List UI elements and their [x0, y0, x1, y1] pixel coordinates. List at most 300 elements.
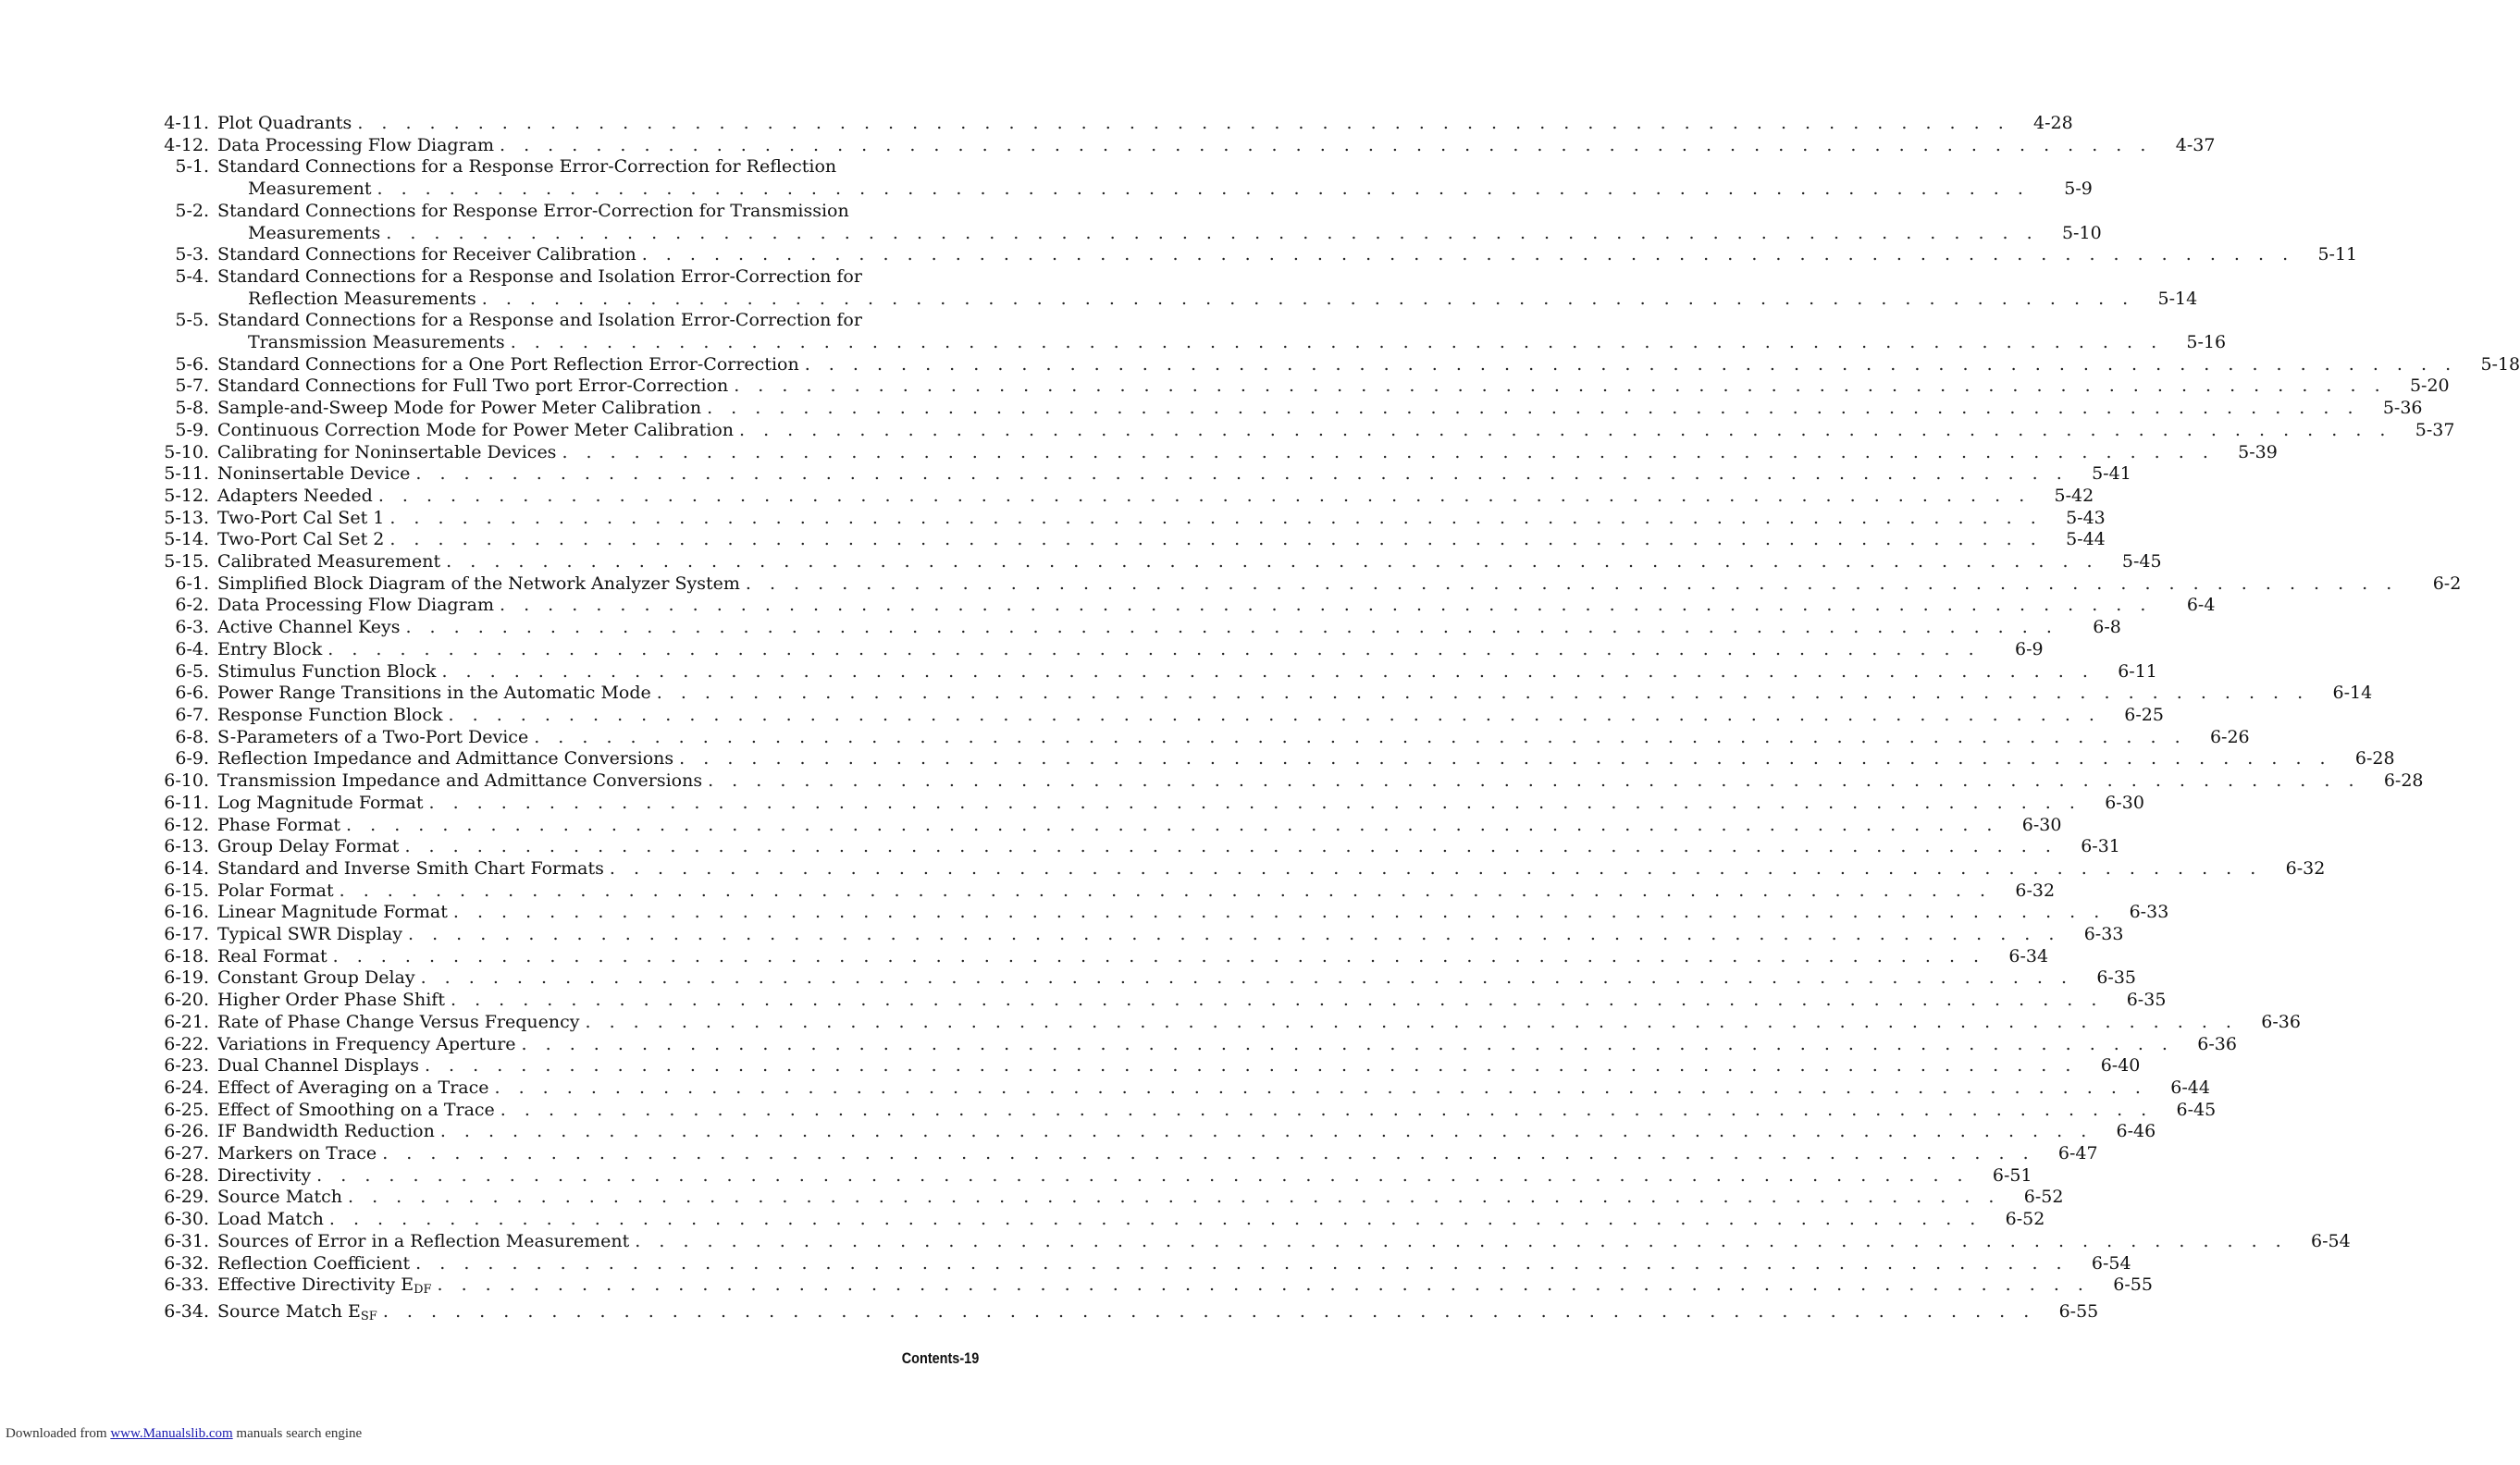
- toc-entry: [148, 726, 2250, 749]
- figure-number: 6-9.: [175, 748, 209, 769]
- dot-leader: . . . . . . . . . . . . . . . . . . . . . . . . . . . . . . . . . . . . . . . . . . . . . . . . . . . . . . . . . . . . . . . . . . . . .: [739, 419, 2392, 440]
- page-number: 5-20: [2409, 375, 2450, 397]
- dot-leader: . . . . . . . . . . . . . . . . . . . . . . . . . . . . . . . . . . . . . . . . . . . . . . . . . . . . . . . . . . . . . . . . . . . . .: [707, 398, 2360, 419]
- toc-entry: [148, 244, 2358, 266]
- toc-entry-line: [148, 1252, 2131, 1275]
- toc-entry: [148, 551, 2162, 573]
- toc-entry-line: [148, 1099, 2217, 1122]
- figure-number: 6-4.: [175, 638, 209, 659]
- toc-entry: [148, 902, 2169, 924]
- figure-title: [217, 1055, 419, 1077]
- figure-title: [217, 1209, 324, 1231]
- download-banner: [6, 1426, 362, 1442]
- dot-leader: . . . . . . . . . . . . . . . . . . . . . . . . . . . . . . . . . . . . . . . . . . . . . . . . . . . . . . . . . . . . . . . . . . . . .: [450, 990, 2104, 1011]
- figure-title-text: Response Function Block: [217, 704, 443, 725]
- page-number: 6-33: [2129, 902, 2169, 923]
- figure-number: 6-22.: [164, 1033, 209, 1054]
- figure-title: [217, 1100, 495, 1122]
- toc-entry: [148, 704, 2164, 727]
- toc-entry: [148, 857, 2326, 880]
- page-number: 5-16: [2186, 332, 2227, 353]
- figure-title-text: Data Processing Flow Diagram: [217, 595, 494, 616]
- figure-title-text: Effect of Averaging on a Trace: [217, 1077, 489, 1098]
- figure-title-text: Markers on Trace: [217, 1143, 377, 1164]
- toc-entry-line: [148, 1077, 2210, 1100]
- figure-title: [217, 661, 436, 683]
- dot-leader: . . . . . . . . . . . . . . . . . . . . . . . . . . . . . . . . . . . . . . . . . . . . . . . . . . . . . . . . . . . . . . . . . . . . .: [328, 1209, 1983, 1230]
- dot-leader: . . . . . . . . . . . . . . . . . . . . . . . . . . . . . . . . . . . . . . . . . . . . . . . . . . . . . . . . . . . . . . . . . . . . .: [609, 857, 2263, 879]
- figure-title-subscript: DF: [414, 1283, 432, 1298]
- toc-entry: [148, 1033, 2237, 1056]
- toc-entry: [148, 265, 2198, 310]
- toc-entry: [148, 1230, 2351, 1253]
- toc-entry-line: [148, 967, 2137, 990]
- toc-entry-line: [148, 1300, 2099, 1328]
- figure-title: [217, 639, 322, 661]
- dot-leader: . . . . . . . . . . . . . . . . . . . . . . . . . . . . . . . . . . . . . . . . . . . . . . . . . . . . . . . . . . . . . . . . . . . . .: [585, 1011, 2238, 1032]
- toc-entry: [148, 924, 2124, 946]
- figure-title: [217, 398, 701, 420]
- toc-entry: [148, 375, 2450, 398]
- figure-title: [217, 902, 448, 924]
- dot-leader: . . . . . . . . . . . . . . . . . . . . . . . . . . . . . . . . . . . . . . . . . . . . . . . . . . . . . . . . . . . . . . . . . . . . .: [656, 683, 2310, 704]
- page-number: 6-4: [2186, 595, 2216, 616]
- figure-title-text: Variations in Frequency Aperture: [217, 1033, 516, 1054]
- toc-entry: [148, 617, 2121, 639]
- dot-leader: . . . . . . . . . . . . . . . . . . . . . . . . . . . . . . . . . . . . . . . . . . . . . . . . . . . . . . . . . . . . . . . . . . . . .: [562, 441, 2215, 462]
- dot-leader: . . . . . . . . . . . . . . . . . . . . . . . . . . . . . . . . . . . . . . . . . . . . . . . . . . . . . . . . . . . . . . . . . . . . .: [357, 113, 2010, 133]
- figure-title-text: Directivity: [217, 1164, 312, 1186]
- figure-number: 6-34.: [164, 1300, 209, 1322]
- toc-entry: [148, 880, 2056, 903]
- figure-number: 6-23.: [164, 1055, 209, 1077]
- page-footer-label: Contents-19: [901, 1349, 979, 1367]
- dot-leader: . . . . . . . . . . . . . . . . . . . . . . . . . . . . . . . . . . . . . . . . . . . . . . . . . . . . . . . . . . . . . . . . . . . . .: [415, 1252, 2069, 1274]
- dot-leader: . . . . . . . . . . . . . . . . . . . . . . . . . . . . . . . . . . . . . . . . . . . . . . . . . . . . . . . . . . . . . . . . . . . . .: [389, 507, 2043, 528]
- figure-title: [217, 1301, 377, 1328]
- page-number: 6-36: [2197, 1033, 2237, 1054]
- page-number: 6-8: [2093, 617, 2121, 638]
- toc-entry-line: [148, 924, 2124, 946]
- figure-number: 6-27.: [164, 1143, 209, 1164]
- toc-entry: [148, 507, 2106, 530]
- toc-entry: [148, 1274, 2153, 1301]
- toc-entry: [148, 1209, 2045, 1231]
- dot-leader: . . . . . . . . . . . . . . . . . . . . . . . . . . . . . . . . . . . . . . . . . . . . . . . . . . . . . . . . . . . . . . . . . . . . .: [407, 924, 2061, 945]
- page-number: 5-45: [2121, 551, 2162, 572]
- figure-number: 6-21.: [164, 1011, 209, 1032]
- dot-leader: . . . . . . . . . . . . . . . . . . . . . . . . . . . . . . . . . . . . . . . . . . . . . . . . . . . . . . . . . . . . . . . . . . . . .: [448, 704, 2101, 725]
- dot-leader: . . . . . . . . . . . . . . . . . . . . . . . . . . . . . . . . . . . . . . . . . . . . . . . . . . . . . . . . . . . . . . . . . . . . .: [804, 353, 2458, 375]
- figure-title: [217, 683, 651, 705]
- figure-title: [217, 1012, 580, 1034]
- toc-entry-line: [148, 770, 2424, 793]
- toc-entry-line: [148, 266, 979, 289]
- toc-entry: [148, 353, 2520, 376]
- page-number: 6-34: [2008, 945, 2049, 966]
- page-number: 5-37: [2415, 419, 2455, 440]
- page-number: 5-18: [2480, 353, 2520, 375]
- figure-title-text: Constant Group Delay: [217, 967, 415, 989]
- figure-title: [217, 420, 734, 442]
- figure-title-text: Real Format: [217, 945, 327, 966]
- figure-number: 6-33.: [164, 1274, 209, 1296]
- figure-title-text: Polar Format: [217, 880, 334, 901]
- toc-entry-line: [148, 792, 2144, 815]
- toc-entry: [148, 814, 2062, 837]
- download-suffix: manuals search engine: [236, 1426, 363, 1441]
- dot-leader: . . . . . . . . . . . . . . . . . . . . . . . . . . . . . . . . . . . . . . . . . . . . . . . . . . . . . . . . . . . . . . . . . . . . .: [327, 638, 1981, 659]
- figure-number: 6-18.: [164, 945, 209, 966]
- dot-leader: . . . . . . . . . . . . . . . . . . . . . . . . . . . . . . . . . . . . . . . . . . . . . . . . . . . . . . . . . . . . . . . . . . . . .: [641, 244, 2295, 265]
- toc-entry-line: [148, 990, 2167, 1012]
- figure-title-text: Source Match: [217, 1187, 342, 1208]
- figure-title: [217, 967, 415, 990]
- toc-entry: [148, 529, 2106, 551]
- toc-entry: [148, 200, 2102, 244]
- dot-leader: . . . . . . . . . . . . . . . . . . . . . . . . . . . . . . . . . . . . . . . . . . . . . . . . . . . . . . . . . . . . . . . . . . . . .: [437, 1274, 2090, 1296]
- figure-number: 6-16.: [164, 902, 209, 923]
- figure-title-text: Standard and Inverse Smith Chart Formats: [217, 857, 604, 879]
- figure-title: [217, 705, 443, 727]
- page-number: 6-11: [2118, 660, 2157, 682]
- toc-entry-line: [148, 419, 2455, 442]
- figure-title-text: Calibrating for Noninsertable Devices: [217, 441, 557, 462]
- dot-leader: . . . . . . . . . . . . . . . . . . . . . . . . . . . . . . . . . . . . . . . . . . . . . . . . . . . . . . . . . . . . . . . . . . . . .: [389, 529, 2043, 550]
- dot-leader: . . . . . . . . . . . . . . . . . . . . . . . . . . . . . . . . . . . . . . . . . . . . . . . . . . . . . . . . . . . . . . . . . . . . .: [346, 814, 1999, 835]
- figure-number: 6-20.: [164, 990, 209, 1011]
- dot-leader: . . . . . . . . . . . . . . . . . . . . . . . . . . . . . . . . . . . . . . . . . . . . . . . . . . . . . . . . . . . . . . . . . . . . .: [382, 1300, 2036, 1322]
- figure-title: [217, 1253, 410, 1275]
- figure-title-text: Log Magnitude Format: [217, 792, 424, 813]
- toc-entry-line: [148, 222, 2102, 245]
- page-number: 6-35: [2126, 990, 2167, 1011]
- toc-entry-line: [148, 1187, 2064, 1209]
- toc-entry: [148, 683, 2373, 705]
- dot-leader: . . . . . . . . . . . . . . . . . . . . . . . . . . . . . . . . . . . . . . . . . . . . . . . . . . . . . . . . . . . . . . . . . . . . .: [452, 902, 2106, 923]
- dot-leader: . . . . . . . . . . . . . . . . . . . . . . . . . . . . . . . . . . . . . . . . . . . . . . . . . . . . . . . . . . . . . . . . . . . . .: [420, 967, 2074, 989]
- page-number: 6-44: [2170, 1077, 2210, 1098]
- figure-number: 6-24.: [164, 1077, 209, 1098]
- toc-entry: [148, 660, 2157, 683]
- figure-title: [217, 1121, 435, 1143]
- toc-entry-line: [148, 507, 2106, 530]
- figure-title: [217, 135, 494, 157]
- page-number: 4-37: [2175, 134, 2216, 155]
- figure-title-text: Rate of Phase Change Versus Frequency: [217, 1011, 580, 1032]
- figure-title-text: S-Parameters of a Two-Port Device: [217, 726, 529, 747]
- toc-entry-line: [148, 902, 2169, 924]
- figure-title-text: Power Range Transitions in the Automatic Mode: [217, 683, 651, 704]
- figure-title: [217, 486, 373, 508]
- toc-entry: [148, 419, 2455, 442]
- dot-leader: . . . . . . . . . . . . . . . . . . . . . . . . . . . . . . . . . . . . . . . . . . . . . . . . . . . . . . . . . . . . . . . . . . . . .: [494, 1077, 2147, 1098]
- toc-entry-line: [148, 156, 979, 179]
- figure-number: 6-25.: [164, 1099, 209, 1120]
- figure-title: [217, 770, 702, 793]
- page-number: 6-54: [2311, 1230, 2351, 1251]
- figure-number: 6-28.: [164, 1164, 209, 1186]
- dot-leader: . . . . . . . . . . . . . . . . . . . . . . . . . . . . . . . . . . . . . . . . . . . . . . . . . . . . . . . . . . . . . . . . . . . . .: [316, 1164, 1970, 1186]
- figure-number: 5-13.: [164, 507, 209, 528]
- figure-number: 5-6.: [175, 353, 209, 375]
- figure-title-text: Typical SWR Display: [217, 924, 402, 945]
- figure-title-text: Standard Connections for a Response Error-Correction for Reflection: [217, 156, 837, 178]
- figure-number: 5-5.: [175, 310, 209, 331]
- figure-number: 6-19.: [164, 967, 209, 989]
- toc-entry: [148, 1164, 2032, 1188]
- figure-title-text: Standard Connections for a Response and Isolation Error-Correction for: [217, 265, 862, 287]
- figure-title: [217, 156, 836, 179]
- toc-entry: [148, 1300, 2099, 1328]
- page-number: 6-33: [2083, 924, 2124, 945]
- figure-title-text: Linear Magnitude Format: [217, 902, 448, 923]
- page-number: 6-30: [2105, 792, 2144, 813]
- figure-number: 5-1.: [175, 156, 209, 178]
- toc-entry: [148, 836, 2120, 858]
- figure-title: [217, 508, 384, 530]
- page-number: 6-32: [2015, 880, 2056, 901]
- dot-leader: . . . . . . . . . . . . . . . . . . . . . . . . . . . . . . . . . . . . . . . . . . . . . . . . . . . . . . . . . . . . . . . . . . . . .: [679, 748, 2332, 769]
- figure-title: [217, 113, 352, 135]
- figure-number: 6-14.: [164, 857, 209, 879]
- toc-entry-line: [148, 485, 2094, 508]
- toc-entry-line: [148, 1121, 2156, 1143]
- figure-number: 6-1.: [175, 572, 209, 594]
- page-number: 6-35: [2096, 967, 2137, 989]
- figure-number: 4-12.: [164, 134, 209, 155]
- figure-number: 6-7.: [175, 704, 209, 725]
- dot-leader: . . . . . . . . . . . . . . . . . . . . . . . . . . . . . . . . . . . . . . . . . . . . . . . . . . . . . . . . . . . . . . . . . . . . .: [339, 880, 1993, 901]
- toc-entry-line: [148, 288, 2198, 311]
- figure-number: 6-26.: [164, 1121, 209, 1142]
- figure-number: 4-11.: [164, 113, 209, 133]
- toc-entry-line: [148, 1209, 2045, 1231]
- dot-leader: . . . . . . . . . . . . . . . . . . . . . . . . . . . . . . . . . . . . . . . . . . . . . . . . . . . . . . . . . . . . . . . . . . . . .: [510, 332, 2164, 353]
- toc-entry: [148, 156, 2093, 200]
- figure-title: [217, 1187, 342, 1209]
- figure-title: [217, 1231, 629, 1253]
- figure-title-text: Phase Format: [217, 814, 341, 835]
- dot-leader: . . . . . . . . . . . . . . . . . . . . . . . . . . . . . . . . . . . . . . . . . . . . . . . . . . . . . . . . . . . . . . . . . . . . .: [377, 179, 2030, 200]
- toc-entry-line: [148, 638, 2044, 661]
- dot-leader: . . . . . . . . . . . . . . . . . . . . . . . . . . . . . . . . . . . . . . . . . . . . . . . . . . . . . . . . . . . . . . . . . . . . .: [386, 222, 2039, 243]
- figure-number: 6-6.: [175, 683, 209, 704]
- toc-entry: [148, 792, 2144, 815]
- figure-title-text: Standard Connections for a Response and Isolation Error-Correction for: [217, 310, 862, 331]
- page-number: 5-44: [2066, 529, 2106, 550]
- figure-number: 6-17.: [164, 924, 209, 945]
- figure-number: 5-10.: [164, 441, 209, 462]
- page-number: 6-32: [2285, 857, 2326, 879]
- figure-title-text: Dual Channel Displays: [217, 1055, 419, 1077]
- figure-number: 6-2.: [175, 595, 209, 616]
- figure-number: 5-4.: [175, 265, 209, 287]
- toc-entry: [148, 1252, 2131, 1275]
- dot-leader: . . . . . . . . . . . . . . . . . . . . . . . . . . . . . . . . . . . . . . . . . . . . . . . . . . . . . . . . . . . . . . . . . . . . .: [500, 1099, 2154, 1120]
- toc-entry: [148, 485, 2094, 508]
- toc-entry: [148, 1077, 2210, 1100]
- figure-title: [217, 310, 862, 332]
- page-number: 6-28: [2383, 770, 2424, 792]
- download-prefix: Downloaded from: [6, 1426, 107, 1441]
- toc-entry-line: [148, 572, 2462, 596]
- page-number: 6-31: [2081, 836, 2120, 857]
- toc-entry-line: [148, 201, 979, 223]
- dot-leader: . . . . . . . . . . . . . . . . . . . . . . . . . . . . . . . . . . . . . . . . . . . . . . . . . . . . . . . . . . . . . . . . . . . . .: [382, 1143, 2035, 1164]
- figure-title: [217, 1143, 377, 1165]
- toc-entry-line: [148, 398, 2423, 420]
- toc-entry-line: [148, 617, 2121, 639]
- figure-title-text: Standard Connections for Receiver Calibration: [217, 244, 636, 265]
- toc-entry: [148, 463, 2131, 486]
- figure-title-text: Transmission Impedance and Admittance Conversions: [217, 770, 703, 792]
- page-number: 6-52: [2005, 1209, 2045, 1230]
- toc-entry-line: [148, 814, 2062, 837]
- figure-number: 6-8.: [175, 726, 209, 747]
- toc-entry-line: [148, 375, 2450, 398]
- figure-title-text: Simplified Block Diagram of the Network Analyzer System: [217, 572, 740, 594]
- figure-title-text: Continuous Correction Mode for Power Meter Calibration: [217, 419, 735, 440]
- figure-title: [217, 375, 728, 398]
- figure-title: [217, 858, 604, 880]
- toc-entry-line: [148, 704, 2164, 727]
- figure-title: [217, 529, 384, 551]
- figure-number: 6-10.: [164, 770, 209, 792]
- figure-title-text: Standard Connections for Full Two port Error-Correction: [217, 375, 729, 397]
- page-number: 6-30: [2021, 814, 2062, 835]
- toc-entry: [148, 441, 2278, 464]
- figure-title: [217, 617, 400, 639]
- figure-title-text: Two-Port Cal Set 1: [217, 507, 385, 528]
- figure-number: 5-9.: [175, 419, 209, 440]
- page-number: 5-43: [2066, 507, 2106, 528]
- figure-title-text: Sources of Error in a Reflection Measurement: [217, 1230, 630, 1251]
- figure-number: 6-12.: [164, 814, 209, 835]
- toc-entry: [148, 1099, 2217, 1122]
- toc-entry-line: [148, 244, 2358, 266]
- figure-title-text: Load Match: [217, 1209, 324, 1230]
- toc-entry: [148, 770, 2424, 793]
- figure-title: [217, 880, 334, 903]
- toc-entry: [148, 967, 2137, 990]
- toc-entry: [148, 638, 2044, 661]
- toc-entry: [148, 134, 2216, 157]
- figure-number: 5-7.: [175, 375, 209, 397]
- figure-title-subscript: SF: [360, 1309, 377, 1323]
- toc-entry-line: [148, 595, 2216, 617]
- dot-leader: . . . . . . . . . . . . . . . . . . . . . . . . . . . . . . . . . . . . . . . . . . . . . . . . . . . . . . . . . . . . . . . . . . . . .: [348, 1187, 2001, 1208]
- figure-title: [217, 595, 494, 617]
- dot-leader: . . . . . . . . . . . . . . . . . . . . . . . . . . . . . . . . . . . . . . . . . . . . . . . . . . . . . . . . . . . . . . . . . . . . .: [404, 836, 2057, 857]
- figure-title: [217, 748, 673, 770]
- dot-leader: . . . . . . . . . . . . . . . . . . . . . . . . . . . . . . . . . . . . . . . . . . . . . . . . . . . . . . . . . . . . . . . . . . . . .: [500, 595, 2153, 616]
- figure-title-text: Two-Port Cal Set 2: [217, 529, 385, 550]
- page-number: 6-52: [2023, 1187, 2064, 1208]
- dot-leader: . . . . . . . . . . . . . . . . . . . . . . . . . . . . . . . . . . . . . . . . . . . . . . . . . . . . . . . . . . . . . . . . . . . . .: [635, 1230, 2288, 1251]
- figure-number: 6-31.: [164, 1230, 209, 1251]
- dot-leader: . . . . . . . . . . . . . . . . . . . . . . . . . . . . . . . . . . . . . . . . . . . . . . . . . . . . . . . . . . . . . . . . . . . . .: [424, 1055, 2078, 1077]
- page-number: 5-9: [2064, 179, 2093, 200]
- toc-entry: [148, 113, 2073, 135]
- page-number: 6-55: [2113, 1274, 2153, 1296]
- figure-title: [217, 573, 740, 596]
- page-number: 5-10: [2061, 222, 2102, 243]
- toc-entry-line: [148, 529, 2106, 551]
- figure-title-continuation: Transmission Measurements: [248, 332, 505, 353]
- toc-entry-line: [148, 1230, 2351, 1253]
- figure-title: [217, 924, 402, 946]
- figure-title: [217, 815, 340, 837]
- figure-title-text: Effect of Smoothing on a Trace: [217, 1099, 495, 1120]
- toc-entry-line: [148, 551, 2162, 573]
- toc-entry: [148, 572, 2462, 596]
- figure-title: [217, 266, 862, 289]
- page-number: 5-41: [2092, 463, 2131, 485]
- dot-leader: . . . . . . . . . . . . . . . . . . . . . . . . . . . . . . . . . . . . . . . . . . . . . . . . . . . . . . . . . . . . . . . . . . . . .: [745, 572, 2399, 594]
- figure-title: [217, 551, 440, 573]
- table-of-figures: [148, 113, 2520, 1328]
- toc-entry-line: [148, 748, 2395, 770]
- figure-title: [217, 1077, 489, 1100]
- figure-number: 6-30.: [164, 1209, 209, 1230]
- dot-leader: . . . . . . . . . . . . . . . . . . . . . . . . . . . . . . . . . . . . . . . . . . . . . . . . . . . . . . . . . . . . . . . . . . . . .: [500, 134, 2153, 155]
- toc-entry-line: [148, 1055, 2141, 1077]
- page-number: 6-46: [2116, 1121, 2156, 1142]
- dot-leader: . . . . . . . . . . . . . . . . . . . . . . . . . . . . . . . . . . . . . . . . . . . . . . . . . . . . . . . . . . . . . . . . . . . . .: [428, 792, 2081, 813]
- figure-title: [217, 793, 423, 815]
- toc-entry: [148, 1187, 2064, 1209]
- figure-number: 6-15.: [164, 880, 209, 901]
- figure-title-text: Reflection Coefficient: [217, 1252, 411, 1274]
- figure-title-text: Entry Block: [217, 638, 323, 659]
- dot-leader: . . . . . . . . . . . . . . . . . . . . . . . . . . . . . . . . . . . . . . . . . . . . . . . . . . . . . . . . . . . . . . . . . . . . .: [439, 1121, 2094, 1142]
- toc-entry: [148, 595, 2216, 617]
- figure-title: [217, 442, 556, 464]
- toc-entry: [148, 1055, 2141, 1077]
- toc-entry-line: [148, 945, 2049, 968]
- figure-title-text: Higher Order Phase Shift: [217, 990, 445, 1011]
- page-number: 6-36: [2261, 1011, 2301, 1032]
- figure-title-text: Standard Connections for Response Error-Correction for Transmission: [217, 200, 849, 221]
- dot-leader: . . . . . . . . . . . . . . . . . . . . . . . . . . . . . . . . . . . . . . . . . . . . . . . . . . . . . . . . . . . . . . . . . . . . .: [481, 288, 2135, 309]
- figure-title-text: Stimulus Function Block: [217, 660, 437, 682]
- figure-title: [217, 244, 636, 266]
- figure-number: 5-3.: [175, 244, 209, 265]
- toc-entry-line: [148, 441, 2278, 464]
- page-number: 5-42: [2054, 485, 2094, 506]
- page-number: 6-45: [2176, 1099, 2217, 1120]
- figure-title: [217, 990, 445, 1012]
- page-number: 6-9: [2015, 638, 2044, 659]
- dot-leader: . . . . . . . . . . . . . . . . . . . . . . . . . . . . . . . . . . . . . . . . . . . . . . . . . . . . . . . . . . . . . . . . . . . . .: [734, 375, 2387, 397]
- page-number: 6-26: [2209, 726, 2250, 747]
- toc-entry-line: [148, 857, 2326, 880]
- figure-number: 5-2.: [175, 200, 209, 221]
- toc-entry: [148, 945, 2049, 968]
- page-number: 5-39: [2238, 441, 2278, 462]
- toc-entry-line: [148, 179, 2093, 201]
- toc-entry: [148, 748, 2395, 770]
- figure-title-text: Data Processing Flow Diagram: [217, 134, 494, 155]
- page-number: 5-14: [2157, 288, 2198, 309]
- figure-title: [217, 1274, 432, 1301]
- figure-number: 6-29.: [164, 1187, 209, 1208]
- toc-entry-line: [148, 1143, 2098, 1165]
- page-number: 6-28: [2354, 748, 2395, 769]
- figure-number: 5-8.: [175, 398, 209, 419]
- manualslib-link[interactable]: www.Manualslib.com: [110, 1426, 233, 1441]
